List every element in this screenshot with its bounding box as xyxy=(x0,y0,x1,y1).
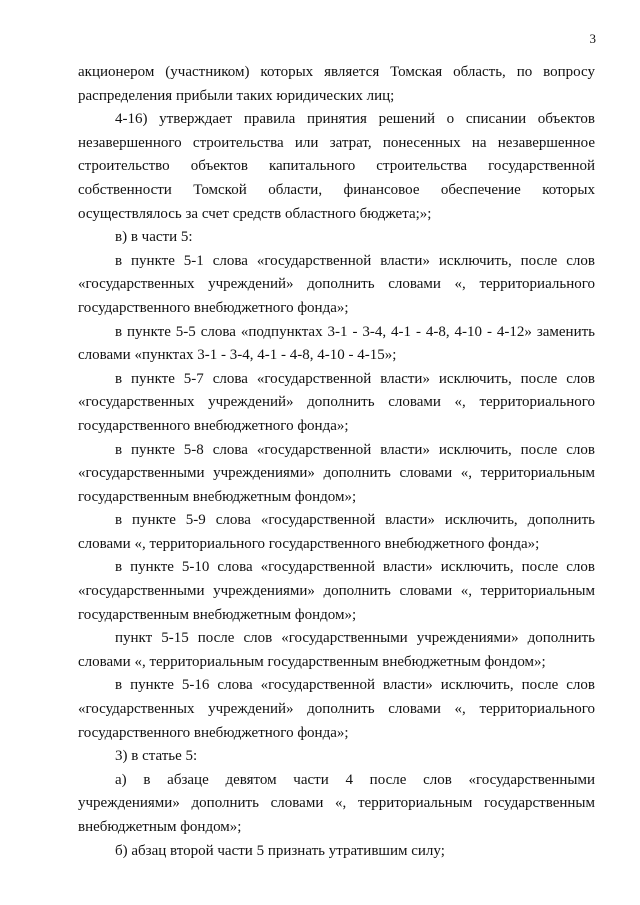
paragraph: в пункте 5-9 слова «государственной власти» исключить, дополнить словами «, территориального государственного внебюджетного фонда»; xyxy=(78,512,595,552)
document-body xyxy=(78,61,595,863)
paragraph: б) абзац второй части 5 признать утратившим силу; xyxy=(115,842,445,859)
paragraph: в пункте 5-10 слова «государственной власти» исключить, после слов «государственными учреждениями» дополнить словами «, территориальным государственным внебюджетным фондом»; xyxy=(78,559,595,623)
page-number: 3 xyxy=(589,31,596,46)
paragraph: акционером (участником) которых является Томская область, по вопросу распределения прибыли таких юридических лиц; xyxy=(78,64,595,104)
paragraph: пункт 5-15 после слов «государственными учреждениями» дополнить словами «, территориальным государственным внебюджетным фондом»; xyxy=(78,630,595,670)
paragraph: в пункте 5-16 слова «государственной власти» исключить, после слов «государственных учреждений» дополнить словами «, территориального государственного внебюджетного фонда»; xyxy=(78,677,595,741)
paragraph: в пункте 5-7 слова «государственной власти» исключить, после слов «государственных учреждений» дополнить словами «, территориального государственного внебюджетного фонда»; xyxy=(78,370,595,434)
paragraph: 4-16) утверждает правила принятия решений о списании объектов незавершенного строительства или затрат, понесенных на незавершенное строительство объектов капитального строительства государственной собственности Томской области, финансовое обеспечение которых осуществлялось за счет средств областного бюджета;»; xyxy=(78,111,595,222)
paragraph: в пункте 5-1 слова «государственной власти» исключить, после слов «государственных учреждений» дополнить словами «, территориального государственного внебюджетного фонда»; xyxy=(78,252,595,316)
paragraph: в пункте 5-8 слова «государственной власти» исключить, после слов «государственными учреждениями» дополнить словами «, территориальным государственным внебюджетным фондом»; xyxy=(78,441,595,505)
paragraph: а) в абзаце девятом части 4 после слов «государственными учреждениями» дополнить словами «, территориальным государственным внебюджетным фондом»; xyxy=(78,771,595,835)
paragraph: 3) в статье 5: xyxy=(115,748,198,765)
paragraph: в) в части 5: xyxy=(115,229,193,246)
paragraph: в пункте 5-5 слова «подпунктах 3-1 - 3-4, 4-1 - 4-8, 4-10 - 4-12» заменить словами «пунктах 3-1 - 3-4, 4-1 - 4-8, 4-10 - 4-15»; xyxy=(78,323,595,364)
